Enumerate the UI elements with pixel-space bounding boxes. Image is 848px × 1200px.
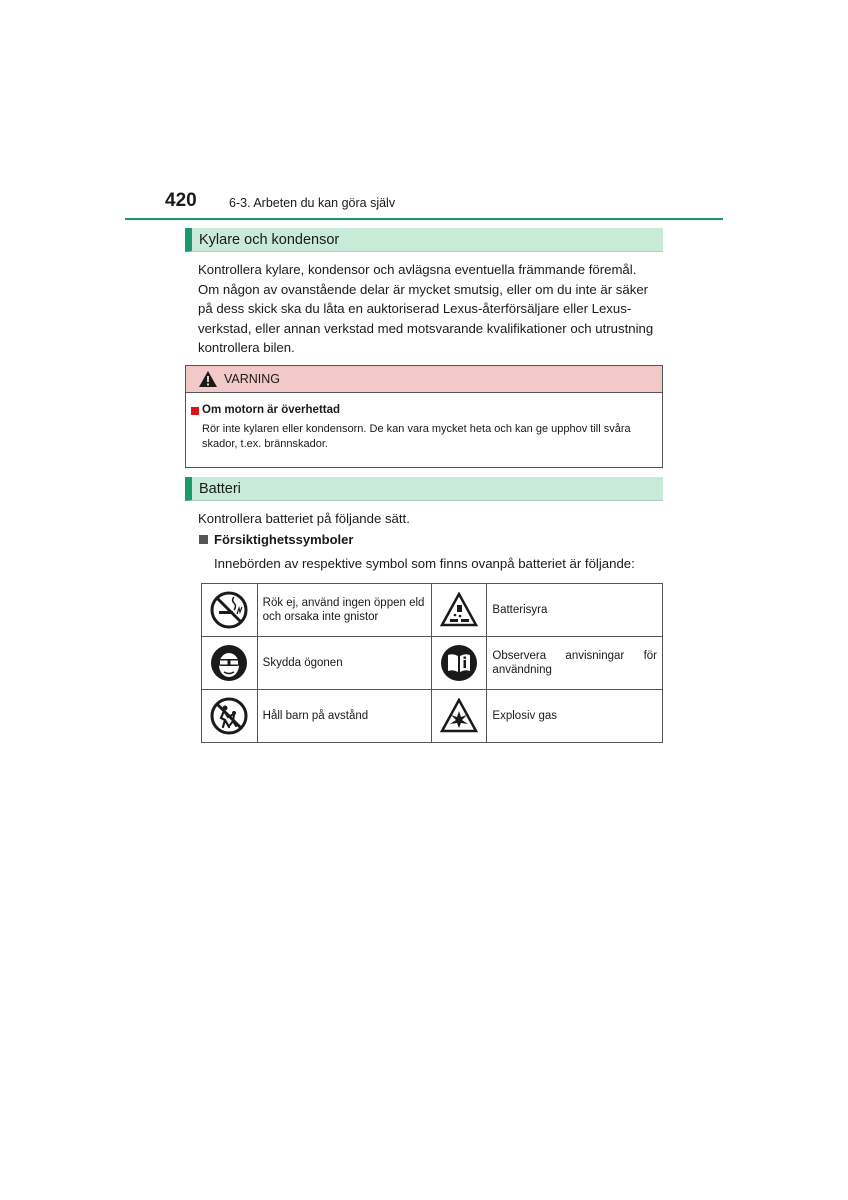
section-heading-radiator: [185, 228, 663, 252]
warning-item-title: Om motorn är överhettad: [202, 404, 341, 416]
no-smoking-icon: [210, 591, 248, 629]
symbol-label: Rök ej, använd ingen öppen eld och orsaka inte gnistor: [257, 584, 431, 637]
subheading-bullet: [199, 535, 208, 544]
warning-triangle-icon: [198, 370, 218, 388]
page-number: 420: [165, 190, 197, 211]
caution-symbols-heading: Försiktighetssymboler: [214, 532, 354, 547]
eye-protection-icon: [210, 644, 248, 682]
table-row: [202, 690, 663, 743]
battery-acid-icon: [440, 592, 478, 628]
symbol-label: [487, 637, 663, 690]
radiator-line-1: Kontrollera kylare, kondensor och avlägsna eventuella främmande föremål.: [198, 262, 637, 277]
icon-cell: [202, 637, 258, 690]
read-manual-icon: [440, 644, 478, 682]
radiator-line-2: Om någon av ovanstående delar är mycket smutsig, eller om du inte är säker på dess skick ska du låta en auktoriserad Lexus-återförsäljare eller Lexus-verkstad, eller annan verkstad med motsvarande kvalifikationer och utrustning kontrollera bilen.: [198, 281, 654, 355]
table-row: [202, 584, 663, 637]
icon-cell: [202, 584, 258, 637]
chapter-title: 6-3. Arbeten du kan göra själv: [229, 196, 396, 210]
icon-cell: [431, 584, 487, 637]
symbol-label: Skydda ögonen: [257, 637, 431, 690]
explosive-gas-icon: [440, 698, 478, 734]
icon-cell: [431, 637, 487, 690]
battery-intro: Kontrollera batteriet på följande sätt.: [198, 511, 410, 526]
keep-children-away-icon: [210, 697, 248, 735]
symbol-label: Håll barn på avstånd: [257, 690, 431, 743]
icon-cell: [202, 690, 258, 743]
icon-cell: [431, 690, 487, 743]
symbol-label: Explosiv gas: [487, 690, 663, 743]
caution-symbols-description: Innebörden av respektive symbol som finns ovanpå batteriet är följande:: [214, 556, 635, 571]
warning-header: [186, 366, 662, 393]
radiator-paragraph: [198, 260, 664, 358]
warning-bullet: [191, 407, 199, 415]
symbol-label-text: Observera anvisningar för användning: [492, 650, 657, 676]
section-heading-battery: [185, 477, 663, 501]
table-row: [202, 637, 663, 690]
page-header: [125, 188, 723, 220]
symbol-label: Batterisyra: [487, 584, 663, 637]
section-title: Kylare och kondensor: [199, 232, 340, 248]
warning-box: [185, 365, 663, 468]
warning-item-body: Rör inte kylaren eller kondensorn. De kan vara mycket heta och kan ge upphov till svåra skador, t.ex. brännskador.: [202, 423, 631, 450]
symbols-table: [201, 583, 663, 743]
warning-title: VARNING: [224, 372, 281, 386]
section-title: Batteri: [199, 481, 241, 497]
